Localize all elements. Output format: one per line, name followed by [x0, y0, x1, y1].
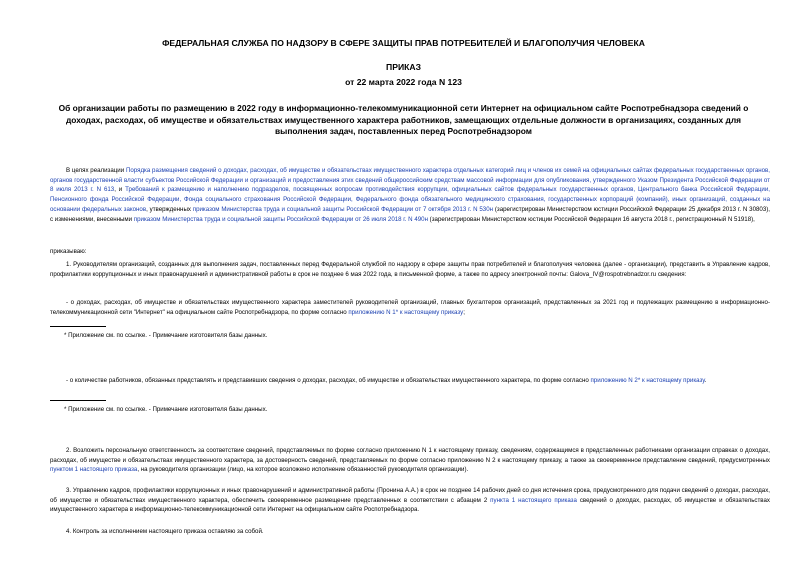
document-type: ПРИКАЗ	[386, 62, 421, 72]
item-2	[50, 446, 770, 475]
bullet-1-text: - о доходах, расходах, об имуществе и обязательствах имущественного характера заместителей руководителей организаций, главных бухгалтеров организаций, представленных за 2021 год и подлежащих размещению в информационно-телекоммуникационной сети "Интернет" на официальном сайте Роспотребнадзора, по форме согласно	[50, 299, 770, 316]
link-punkt-1[interactable]: пунктом 1 настоящего приказа	[50, 466, 138, 474]
link-punkt-1-abzac-2[interactable]: пункта 1 настоящего приказа	[490, 496, 577, 504]
link-prikaz-530n[interactable]: приказом Министерства труда и социальной защиты Российской Федерации от 7 октября 2013 г. N 530н	[192, 205, 494, 213]
preamble-paragraph	[50, 166, 770, 224]
link-prilozhenie-1[interactable]: приложению N 1* к настоящему приказу	[348, 308, 464, 316]
item-3-text: 3. Управлению кадров, профилактики коррупционных и иных правонарушений и административной работы (Пронина А.А.) в срок не позднее 14 рабочих дней со дня истечения срока, предусмотренного для подачи сведений о доходах, расходах, об имуществе и обязательствах имущественного характера, обеспечить своевременное размещение представленных в соответствии с абзацем 2	[50, 487, 770, 504]
link-prilozhenie-2[interactable]: приложению N 2* к настоящему приказу	[590, 377, 705, 384]
document-title: Об организации работы по размещению в 2022 году в информационно-телекоммуникационной сети Интернет на официальном сайте Роспотребнадзора сведений о доходах, расходах, об имуществе и обязательствах имущественного характера работников, замещающих отдельные должности в организациях, созданных для выполнения задач, поставленных перед Роспотребнадзором	[58, 103, 749, 136]
footnote-divider	[50, 326, 106, 327]
preamble-text-1: В целях реализации	[66, 167, 126, 174]
link-prikaz-490n[interactable]: приказом Министерства труда и социальной защиты Российской Федерации от 26 июля 2018 г. N 490н	[133, 215, 428, 223]
agency-name: ФЕДЕРАЛЬНАЯ СЛУЖБА ПО НАДЗОРУ В СФЕРЕ ЗАЩИТЫ ПРАВ ПОТРЕБИТЕЛЕЙ И БЛАГОПОЛУЧИЯ ЧЕЛОВЕКА	[162, 38, 645, 48]
footnote-divider	[50, 400, 106, 401]
item-1: 1. Руководителям организаций, созданных для выполнения задач, поставленных перед Федеральной службой по надзору в сфере защиты прав потребителей и благополучия человека (далее - организации), представить в Управление кадров, профилактики коррупционных и иных правонарушений и административной работы в срок не позднее 6 мая 2022 года, в письменной форме, а также по адресу электронной почты: Galova_IV@rospotrebnadzor.ru сведения:	[50, 261, 770, 278]
bullet-1	[50, 298, 770, 317]
item-2-end: , на руководителя организации (лицо, на которое возложено исполнение обязанностей руководителя организации).	[137, 466, 469, 474]
document-date: от 22 марта 2022 года N 123	[345, 77, 462, 87]
item-3-end: сведений о доходах, расходах, об имуществе и обязательствах имущественного характера в информационно-телекоммуникационной сети Интернет на официальном сайте Роспотребнадзора.	[50, 496, 770, 514]
bullet-2	[50, 376, 770, 386]
bullet-2-text: - о количестве работников, обязанных представлять и представивших сведения о доходах, расходах, об имуществе и обязательствах имущественного характера, по форме согласно	[66, 377, 591, 384]
preamble-text-5: (зарегистрирован Министерством юстиции Российской Федерации 16 августа 2018 г., регистрационный N 51918),	[427, 215, 755, 223]
item-3	[50, 486, 770, 515]
item-4: 4. Контроль за исполнением настоящего приказа оставляю за собой.	[66, 528, 264, 535]
preamble-text-2: , и	[114, 186, 126, 194]
preamble-text-4: (зарегистрирован Министерством юстиции Российской Федерации 25 декабря 2013 г. N 30803), с изменениями, внесенными	[50, 205, 770, 223]
item-2-text: 2. Возложить персональную ответственность за соответствие сведений, представляемых по форме согласно приложению N 1 к настоящему приказу, сведениям, содержащимся в представленных работниками организации справках о доходах, расходах, об имуществе и обязательствах имущественного характера, за достоверность сведений, представляемых по форме согласно приложению N 2 к настоящему приказу, а также за своевременное представление сведений, предусмотренных	[50, 447, 770, 464]
footnote-2: * Приложение см. по ссылке. - Примечание изготовителя базы данных.	[64, 406, 268, 413]
bullet-2-end: .	[704, 377, 707, 384]
bullet-1-end: ;	[463, 308, 465, 316]
link-trebovaniya[interactable]: Требований к размещению и наполнению подразделов, посвященных вопросам противодействия коррупции, официальных сайтов федеральных государственных органов, Центрального банка Российской Федерации, Пенсионного фонда Российской Федерации, Фонда социального страхования Российской Федерации, Федерального фонда обязательного медицинского страхования, государственных корпораций (компаний), иных организаций, созданных на основании федеральных законов	[50, 186, 770, 213]
footnote-1: * Приложение см. по ссылке. - Примечание изготовителя базы данных.	[64, 332, 268, 339]
link-poryadok[interactable]: Порядка размещения сведений о доходах, расходах, об имуществе и обязательствах имущественного характера отдельных категорий лиц и членов их семей на официальных сайтах федеральных государственных органов, органов государственной власти субъектов Российской Федерации и организаций и предоставления этих сведений общероссийским средствам массовой информации для опубликования, утвержденного Указом Президента Российской Федерации от 8 июля 2013 г. N 613	[50, 167, 771, 194]
order-word: приказываю:	[50, 248, 87, 255]
preamble-text-3: , утвержденных	[146, 205, 193, 213]
